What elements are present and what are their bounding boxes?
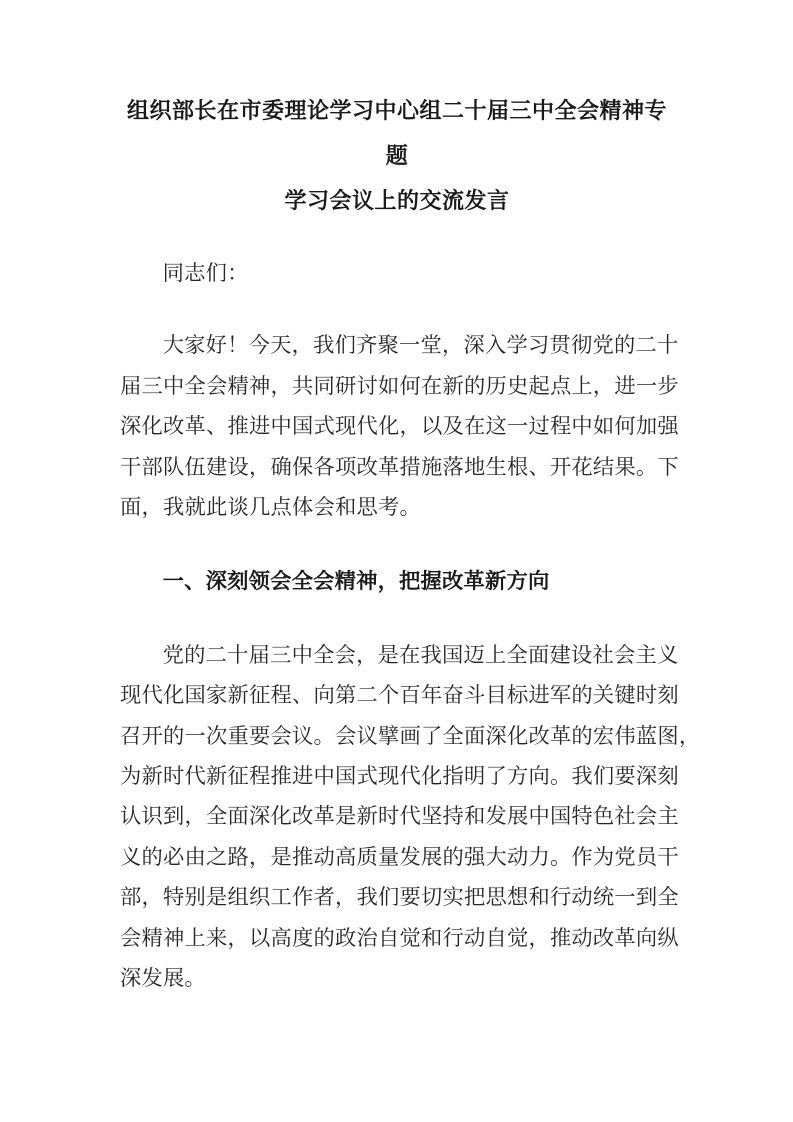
text-line: 面，我就此谈几点体会和思考。 [120,495,421,520]
title-line-1: 组织部长在市委理论学习中心组二十届三中全会精神专题 [126,98,667,168]
text-line: 召开的一次重要会议。会议擘画了全面深化改革的宏伟蓝图， [120,723,701,748]
text-line: 为新时代新征程推进中国式现代化指明了方向。我们要深刻 [120,764,679,789]
salutation [120,253,674,293]
paragraph-2 [120,635,701,999]
text-line: 届三中全会精神，共同研讨如何在新的历史起点上，进一步 [120,373,679,398]
paragraph-1 [120,325,679,527]
text-line: 认识到，全面深化改革是新时代坚持和发展中国特色社会主 [120,804,679,829]
text-line: 义的必由之路，是推动高质量发展的强大动力。作为党员干 [120,844,679,869]
section-heading-text: 一、深刻领会全会精神，把握改革新方向 [162,569,550,594]
section-heading-1 [120,561,674,601]
text-line: 现代化国家新征程、向第二个百年奋斗目标进军的关键时刻 [120,683,679,708]
document-title [120,88,674,223]
title-line-2: 学习会议上的交流发言 [284,188,510,213]
text-line: 会精神上来，以高度的政治自觉和行动自觉，推动改革向纵 [120,925,679,950]
text-line: 大家好！今天，我们齐聚一堂，深入学习贯彻党的二十 [162,333,679,358]
text-line: 党的二十届三中全会，是在我国迈上全面建设社会主义 [162,642,679,667]
text-line: 部，特别是组织工作者，我们要切实把思想和行动统一到全 [120,885,679,910]
text-line: 深发展。 [120,966,206,991]
text-line: 干部队伍建设，确保各项改革措施落地生根、开花结果。下 [120,454,679,479]
salutation-text: 同志们： [162,261,249,285]
text-line: 深化改革、推进中国式现代化，以及在这一过程中如何加强 [120,414,679,439]
